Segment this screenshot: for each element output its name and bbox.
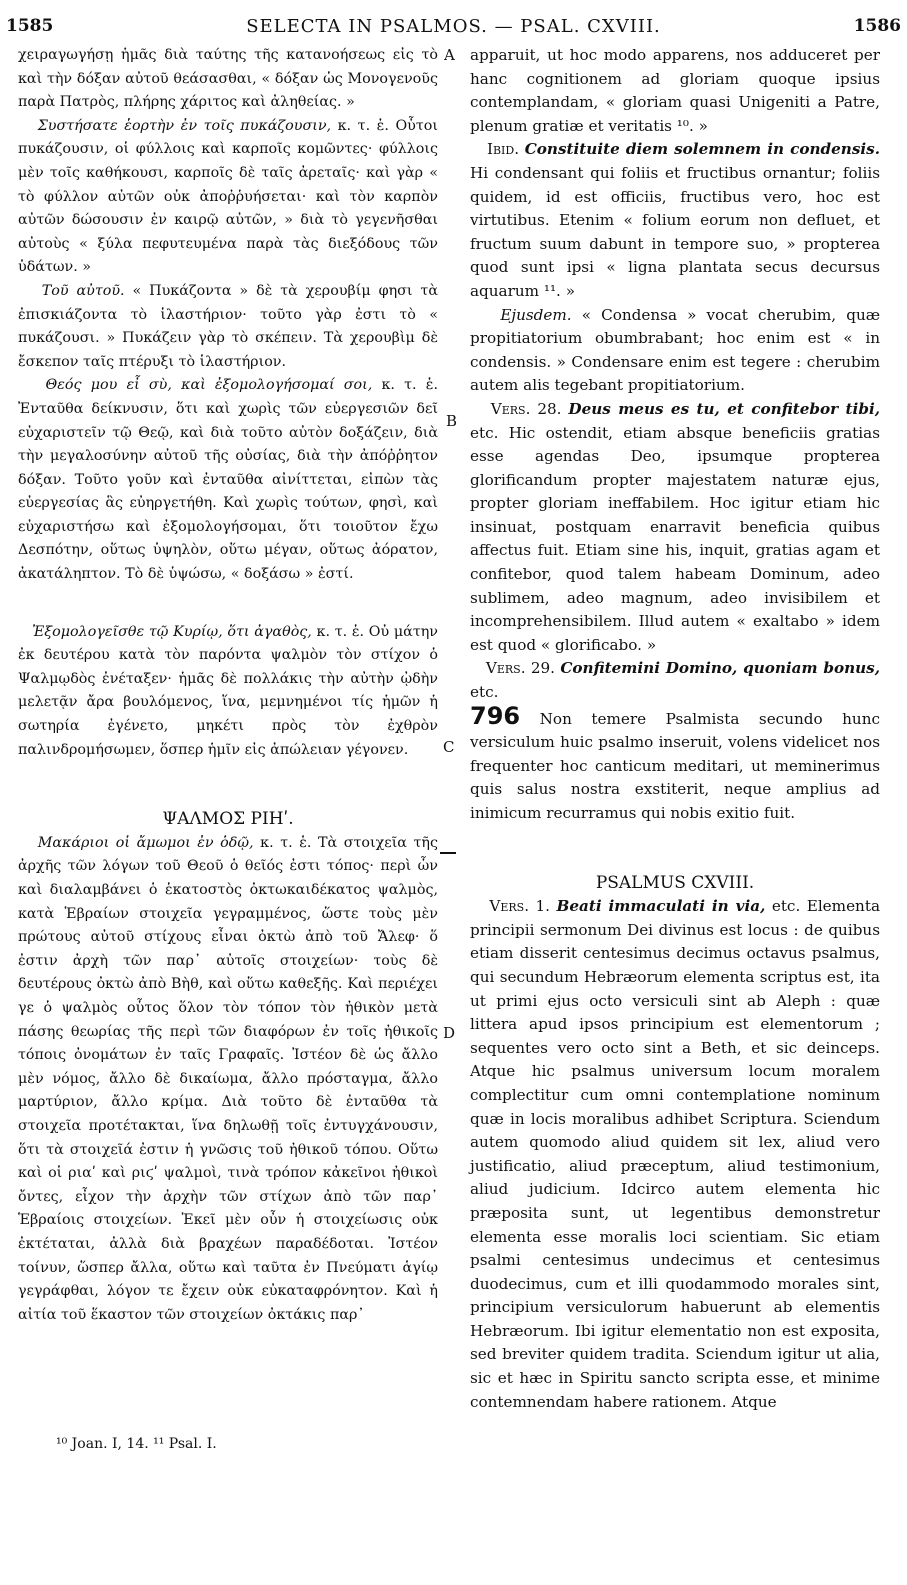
greek-lemma-5: Ἐξομολογεῖσθε τῷ Κυρίῳ, ὅτι ἀγαθὸς, (32, 623, 312, 640)
greek-lemma-3: Τοῦ αὐτοῦ. (41, 282, 125, 299)
footnotes: ¹⁰ Joan. I, 14. ¹¹ Psal. I. (56, 1436, 217, 1452)
greek-text-3: « Πυκάζοντα » δὲ τὰ χερουβίμ φησι τὰ ἐπισκιάζοντα τὸ ἱλαστήριον· τοῦτο γὰρ ἐστι τὸ « πυκάζουσι. » Πυκάζειν γὰρ τὸ σκέπειν. Τὰ χερουβὶμ δὲ ἔσκεπον ταῖς πτέρυξι τὸ ἱλαστήριον. (18, 282, 438, 370)
latin-text-4: etc. Hic ostendit, etiam absque beneficiis gratias esse agendas Deo, ipsumque propterea glorificandum propter majestatem naturæ ejus, propter gloriam ineffabilem. Hoc igitur etiam hic insinuat, postquam enarravit beneficia quibus affectus fuit. Etiam sine his, inquit, gratias agam et confitebor, quod talem habeam Dominum, adeo sublimem, adeo magnum, adeo invisibilem et incomprehensibilem. Illud autem « exaltabo » idem est quod « glorificabo. » (470, 423, 880, 654)
latin-lemma-2: Constituite diem solemnem in condensis. (524, 140, 881, 159)
greek-text-6: κ. τ. ἑ. Τὰ στοιχεῖα τῆς ἀρχῆς τῶν λόγων τοῦ Θεοῦ ὁ θεῖός ἐστι τόπος· περὶ ὧν καὶ διαλαμβάνει ὁ ἑκατοστὸς ὀκτωκαιδέκατος ψαλμὸς, κατὰ Ἑβραίων στοιχεῖα γεγραμμένος, ὥστε τοὺς μὲν πρώτους αὐτοῦ στίχους εἶναι ὀκτὼ ἀπὸ τοῦ Ἄλεφ· ὅ ἐστιν ἀρχὴ τῶν παρ᾽ αὐτοῖς στοιχείων· τοὺς δὲ δευτέρους ὀκτὼ ἀπὸ Βὴθ, καὶ οὕτω καθεξῆς. Καὶ περιέχει γε ὁ ψαλμὸς οὗτος ὅλον τὸν τόπον τὸν ἠθικὸν μετὰ πάσης θεωρίας τῆς περὶ τῶν διαφόρων ἐν τοῖς ἠθικοῖς τόποις ὀνομάτων ἐν ταῖς Γραφαῖς. Ἰστέον δὲ ὡς ἄλλο μὲν νόμος, ἄλλο δὲ δικαίωμα, ἄλλο πρόσταγμα, ἄλλο μαρτύριον, ἄλλο κρίμα. Διὰ τοῦτο δὲ ἐνταῦθα τὰ στοιχεῖα προτέτακται, ἵνα δηλωθῇ τοῖς ἐντυγχάνουσιν, ὅτι τὰ στοιχεῖά ἐστιν ἡ γνῶσις τοῦ ἠθικοῦ τόπου. Οὕτω καὶ οἱ ριαʹ καὶ ριϛʹ ψαλμοὶ, τινὰ τρόπον κἀκεῖνοι ἠθικοὶ ὄντες, εἶχον τὴν ἀρχὴν τῶν στίχων ἀπὸ τῶν παρ᾽ Ἑβραίοις στοιχείων. Ἐκεῖ μὲν οὖν ἡ στοιχείωσις οὐκ ἐκτέταται, ἀλλὰ διὰ βραχέων παραδέδοται. Ἰστέον τοίνυν, ὥσπερ ἄλλα, οὕτω καὶ ταῦτα ἐν Πνεύματι ἁγίῳ γεγράφθαι, λόγον τε ἔχειν οὐκ εὐκαταφρόνητον. Καὶ ἡ αἰτία τοῦ ἕκαστον τῶν στοιχείων ὀκτάκις παρ᾽ (18, 834, 438, 1323)
page-number-right: 1586 (853, 16, 901, 36)
latin-lemma-5: Confitemini Domino, quoniam bonus, (560, 659, 881, 678)
latin-text-6: etc. Elementa principii sermonum Dei divinus est locus : de quibus etiam disserit centesimus decimus octavus psalmus, qui secundum Hebræorum elementa scriptus est, ita ut primi ejus octo versiculi sint ab Aleph : quæ littera apud ipsos principium est elementorum ; sequentes vero octo sint a Beth, et sic deinceps. Atque hic psalmus universum locum moralem complectitur cum omni contemplatione nominum quæ in locis moralibus adhibet Scriptura. Sciendum autem quomodo aliud quidem sit lex, aliud vero justificatio, aliud præceptum, aliud testimonium, aliud judicium. Idcirco autem elementa hic præposita sunt, ut legentibus demonstretur elementa esse moralis loci scientiam. Sic etiam psalmi centesimus undecimus et centesimus duodecimus, cum et illi quodammodo morales sint, principium versiculorum habuerunt ab elementis Hebræorum. Ibi igitur elementatio non est exposita, sed breviter quidem tradita. Sciendum igitur ut alia, sic et hæc in Spiritu sancto scripta esse, et minime contemnendam habere rationem. Atque (470, 897, 880, 1411)
latin-paragraph-3 (470, 304, 880, 398)
section-rule (440, 852, 456, 854)
page-number-left: 1585 (6, 16, 54, 36)
latin-lemma-3: Ejusdem. (500, 305, 572, 324)
latin-paragraph-1: apparuit, ut hoc modo apparens, nos adduceret per hanc cognitionem ad gloriam quoque ipsius contemplandam, « gloriam quasi Unigeniti a Patre, plenum gratiæ et veritatis ¹⁰. » (470, 46, 880, 135)
greek-text-5: κ. τ. ἑ. Οὐ μάτην ἐκ δευτέρου κατὰ τὸν παρόντα ψαλμὸν τὸν στίχον ὁ Ψαλμῳδὸς ἐνέταξεν· ἡμᾶς δὲ πολλάκις τὴν αὐτὴν ᾠδὴν μελετᾷν ἄρα βουλόμενος, ἵνα, μεμνημένοι τίς ἡμῶν ἡ σωτηρία ἐγένετο, μηκέτι πρὸς τὸν ἐχθρὸν παλινδρομήσωμεν, ὅσπερ ἡμῖν εἰς ἀπώλειαν γέγονεν. (18, 623, 438, 758)
greek-paragraph-3 (18, 280, 438, 374)
latin-label-5: Vers. 29. (485, 659, 556, 678)
latin-lemma-6: Beati immaculati in via, (556, 897, 766, 916)
running-title: SELECTA IN PSALMOS. — PSAL. CXVIII. (246, 16, 661, 37)
latin-paragraph-5 (470, 657, 880, 825)
greek-column (18, 44, 438, 1327)
latin-text-5: Non temere Psalmista secundo hunc versiculum huic psalmo inseruit, volens videlicet nos frequenter hoc canticum meditari, ut meminerimus quis salus nostra exstiterit, neque amplius ad inimicum recurramus qui nobis exitio fuit. (470, 709, 880, 822)
margin-mark-b: B (446, 412, 458, 430)
latin-paragraph-2 (470, 138, 880, 303)
greek-paragraph-4 (18, 374, 438, 586)
latin-text-2: Hi condensant qui foliis et fructibus ornantur; foliis quidem, id est officiis, fructibus vero, hoc est virtutibus. Etenim « folium eorum non defluet, et fructum suum dabunt in tempore suo, » propterea quod sunt ipsi « ligna plantata secus decursus aquarum ¹¹. » (470, 163, 880, 300)
latin-lemma-4: Deus meus es tu, et confitebor tibi, (568, 399, 881, 418)
greek-paragraph-2 (18, 115, 438, 280)
latin-paragraph-6 (470, 895, 880, 1414)
margin-mark-d: D (443, 1024, 456, 1042)
latin-label-2: Ibid. (486, 140, 520, 159)
column-number: 796 (470, 701, 521, 730)
latin-etc-5: etc. (470, 683, 499, 702)
latin-label-6: Vers. 1. (489, 897, 551, 916)
page-header (0, 8, 907, 38)
greek-paragraph-5 (18, 621, 438, 763)
greek-psalm-title: ΨΑΛΜΟΣ ΡΙΗʹ. (162, 809, 294, 830)
latin-psalm-title: PSALMUS CXVIII. (595, 872, 755, 893)
latin-label-4: Vers. 28. (490, 399, 562, 418)
margin-mark-a: A (444, 46, 455, 64)
spacer (470, 826, 880, 872)
spacer (18, 587, 438, 621)
spacer (18, 762, 438, 808)
latin-paragraph-4 (470, 398, 880, 658)
greek-lemma-2: Συστήσατε ἑορτὴν ἐν τοῖς πυκάζουσιν, (37, 117, 332, 134)
latin-column (470, 44, 880, 1414)
greek-paragraph-1: χειραγωγήσῃ ἡμᾶς διὰ ταύτης τῆς κατανοήσεως εἰς τὸ καὶ τὴν δόξαν αὐτοῦ θεάσασθαι, « δόξαν ὡς Μονογενοῦς παρὰ Πατρὸς, πλήρης χάριτος καὶ ἀληθείας. » (18, 47, 438, 111)
latin-text-3: « Condensa » vocat cherubim, quæ propitiatorium obumbrabant; hoc enim est « in condensis. » Condensare enim est tegere : cherubim autem alis tegebant propitiatorium. (470, 305, 880, 395)
greek-lemma-6: Μακάριοι οἱ ἄμωμοι ἐν ὁδῷ, (37, 834, 254, 851)
margin-mark-c: C (443, 738, 455, 756)
greek-paragraph-6 (18, 832, 438, 1327)
greek-text-4: κ. τ. ἑ. Ἐνταῦθα δείκνυσιν, ὅτι καὶ χωρὶς τῶν εὐεργεσιῶν δεῖ εὐχαριστεῖν τῷ Θεῷ, καὶ διὰ τοῦτο αὐτὸν δοξάζειν, διὰ τὴν μεγαλοσύνην αὐτοῦ τῆς οὐσίας, διὰ τὴν ἀπόῤῥητον δόξαν. Τοῦτο γοῦν καὶ ἐνταῦθα αἰνίττεται, εἰπὼν τὰς εὐεργεσίας ἃς εὐηργετήθη. Καὶ χωρὶς τούτων, φησὶ, καὶ εὐχαριστήσω καὶ ἐξομολογήσομαι, ὅτι τοιοῦτον ἔχω Δεσπότην, οὕτως ὑψηλὸν, οὕτω μέγαν, οὕτως ἀόρατον, ἀκατάληπτον. Τὸ δὲ ὑψώσω, « δοξάσω » ἐστί. (18, 377, 438, 583)
greek-lemma-4: Θεός μου εἶ σὺ, καὶ ἐξομολογήσομαί σοι, (45, 377, 373, 394)
greek-text-2: κ. τ. ἑ. Οὗτοι πυκάζουσιν, οἱ φύλλοις καὶ καρποῖς κομῶντες· φύλλοις μὲν τοῖς καθήκουσι, καρποῖς δὲ ταῖς ἀρεταῖς· καὶ γὰρ « τὸ φύλλον αὐτῶν οὐκ ἀποῤῥυήσεται· καὶ τὸν καρπὸν αὐτῶν δώσουσιν ἐν καιρῷ αὐτῶν, » διὰ τὸ γεγενῆσθαι αὐτοὺς « ξύλα πεφυτευμένα παρὰ τὰς διεξόδους τῶν ὑδάτων. » (18, 117, 438, 276)
